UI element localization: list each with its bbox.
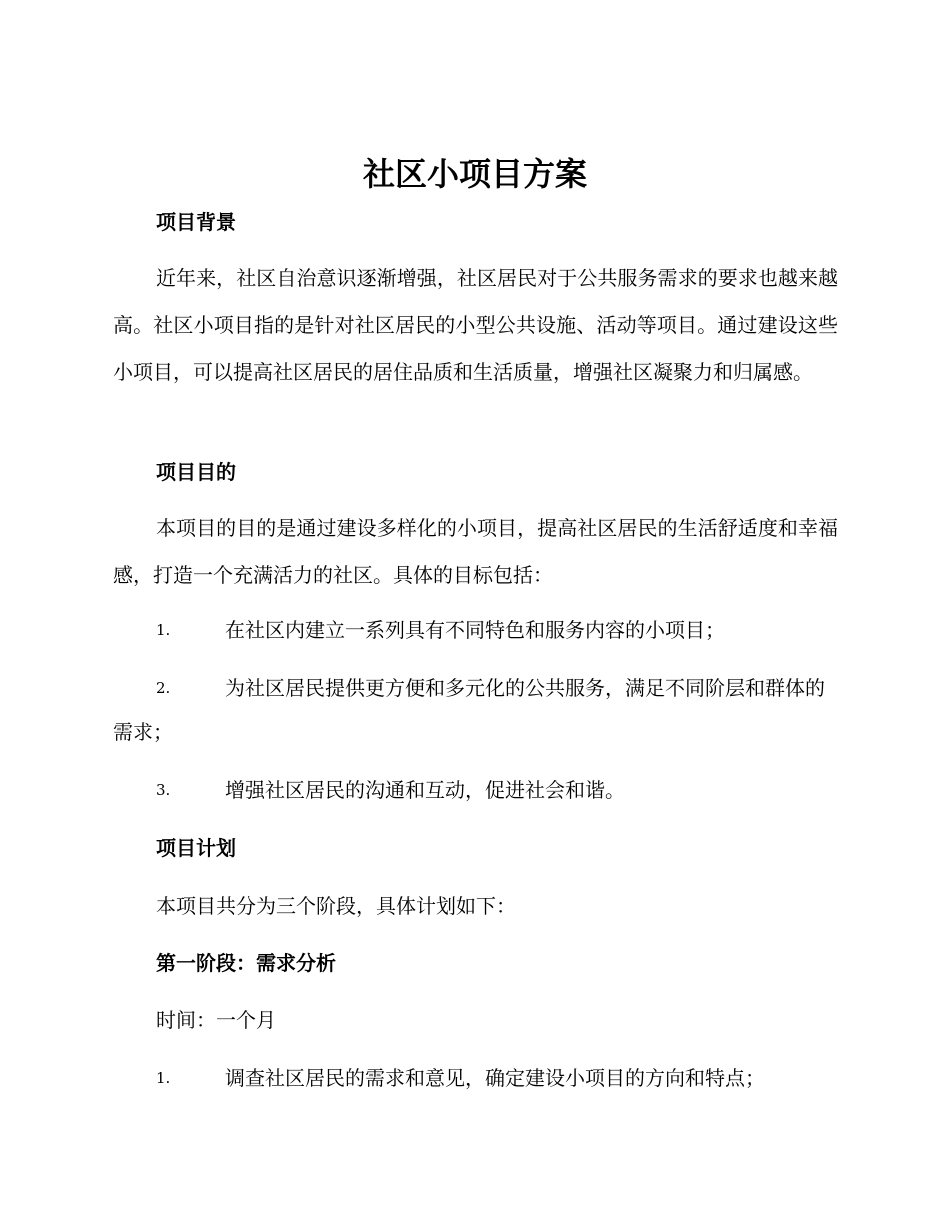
background-paragraph: 近年来，社区自治意识逐渐增强，社区居民对于公共服务需求的要求也越来越高。社区小项目指的是针对社区居民的小型公共设施、活动等项目。通过建设这些小项目，可以提高社区居民的居住品质和生活质量，增强社区凝聚力和归属感。 [113, 266, 838, 384]
section-heading-purpose: 项目目的 [156, 460, 236, 484]
list-item [113, 608, 838, 652]
list-number: 1. [156, 1069, 171, 1087]
list-text: 增强社区居民的沟通和互动，促进社会和谐。 [225, 778, 625, 802]
list-text: 为社区居民提供更方便和多元化的公共服务，满足不同阶层和群体的需求； [113, 676, 825, 744]
section-heading-plan: 项目计划 [156, 836, 236, 860]
phase-heading: 第一阶段：需求分析 [156, 951, 336, 975]
list-number: 1. [156, 621, 171, 639]
list-number: 2. [156, 679, 171, 697]
document-title: 社区小项目方案 [362, 155, 587, 193]
plan-intro: 本项目共分为三个阶段，具体计划如下： [156, 894, 516, 918]
list-item [113, 1056, 838, 1100]
phase-time: 时间：一个月 [156, 1008, 276, 1032]
list-item [113, 666, 838, 754]
list-item [113, 768, 838, 812]
purpose-paragraph: 本项目的目的是通过建设多样化的小项目，提高社区居民的生活舒适度和幸福感，打造一个充满活力的社区。具体的目标包括： [113, 516, 838, 587]
section-heading-background: 项目背景 [156, 210, 236, 234]
list-number: 3. [156, 781, 171, 799]
list-text: 调查社区居民的需求和意见，确定建设小项目的方向和特点； [225, 1066, 765, 1090]
list-text: 在社区内建立一系列具有不同特色和服务内容的小项目； [225, 618, 725, 642]
